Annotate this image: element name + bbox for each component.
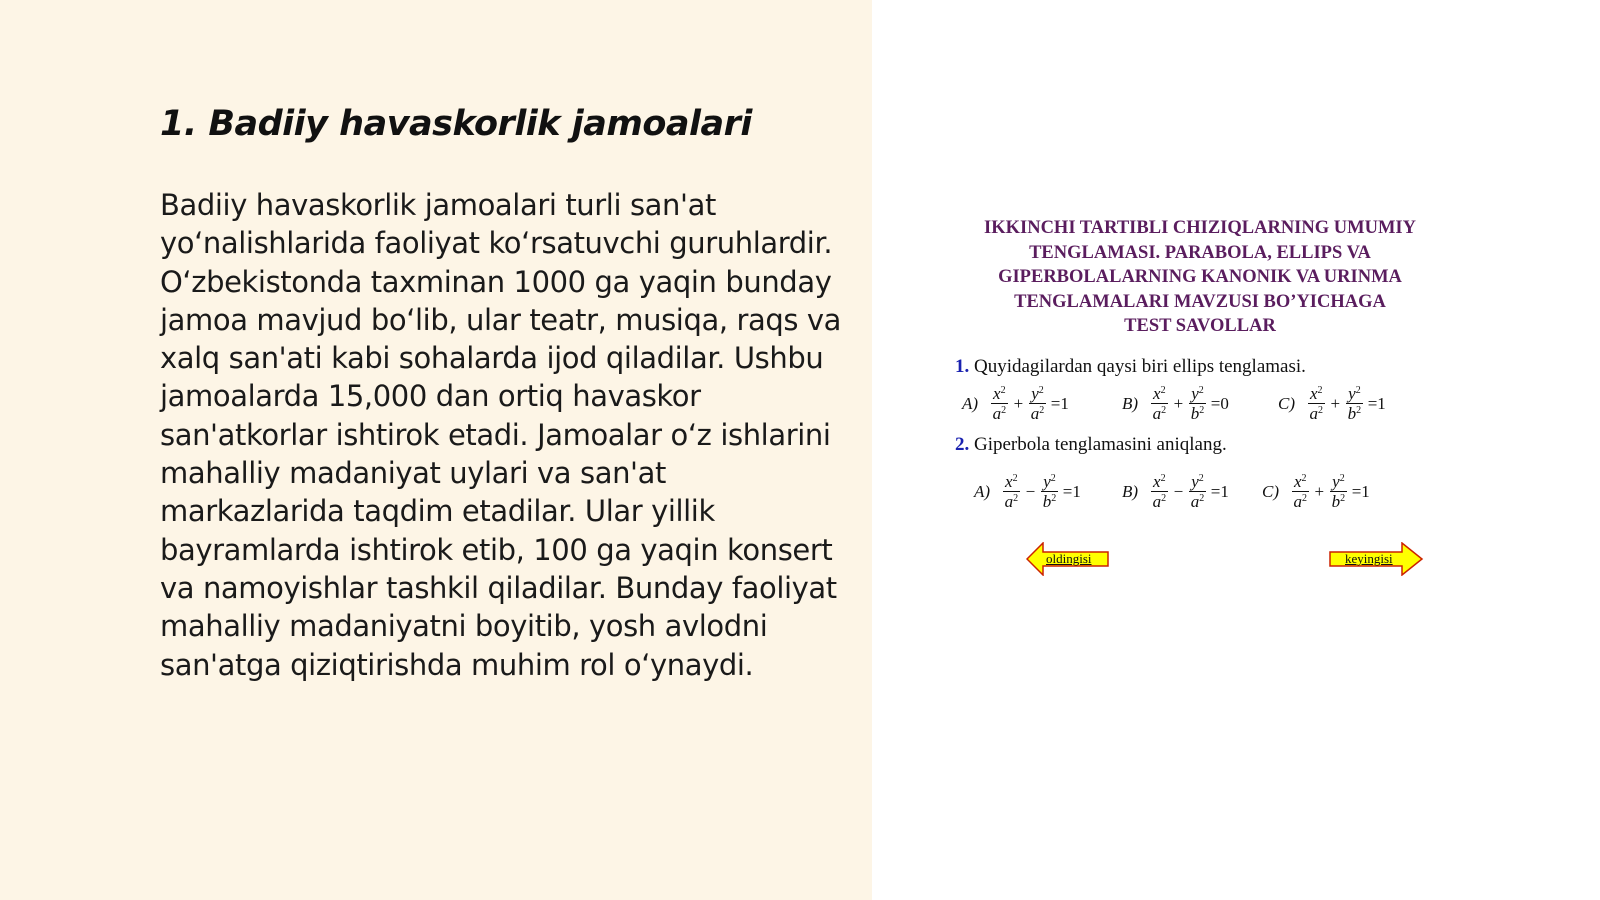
- exponent: 2: [1051, 493, 1057, 504]
- fraction-denominator: $a^2$: [1293, 492, 1308, 511]
- quiz-image: [940, 212, 1460, 592]
- next-label: keyingisi: [1345, 551, 1393, 566]
- question-text: Quyidagilardan qaysi biri ellips tenglamasi.: [974, 356, 1306, 377]
- question-number: 2.: [955, 434, 970, 455]
- exponent: 2: [1160, 385, 1166, 396]
- fraction-denominator: $a^2$: [992, 404, 1007, 423]
- exponent: 2: [1161, 493, 1167, 504]
- operator: −: [1173, 481, 1184, 501]
- fraction: [1041, 472, 1058, 511]
- fraction: [1330, 472, 1347, 511]
- equation-rhs: =1: [1367, 393, 1386, 413]
- fraction: [1189, 472, 1206, 511]
- fraction: [1151, 472, 1168, 511]
- slide-title: 1. Badiiy havaskorlik jamoalari: [160, 104, 752, 144]
- exponent: 2: [1198, 385, 1204, 396]
- prev-label: oldingisi: [1046, 551, 1092, 566]
- exponent: 2: [1050, 473, 1056, 484]
- fraction-numerator: $x^2$: [1294, 472, 1307, 491]
- fraction-denominator: $a^2$: [1004, 492, 1019, 511]
- exponent: 2: [1355, 385, 1361, 396]
- question-2: [955, 434, 1227, 456]
- exponent: 2: [1161, 405, 1167, 416]
- fraction-numerator: $y^2$: [1191, 384, 1204, 403]
- question-number: 1.: [955, 356, 970, 377]
- exponent: 2: [1356, 405, 1362, 416]
- fraction-denominator: $a^2$: [1152, 492, 1167, 511]
- option-1c[interactable]: [1278, 384, 1386, 423]
- option-label: A): [962, 393, 979, 413]
- fraction: [991, 384, 1008, 423]
- option-2b[interactable]: [1122, 472, 1229, 511]
- exponent: 2: [1199, 493, 1205, 504]
- exponent: 2: [1038, 385, 1044, 396]
- fraction-denominator: $b^2$: [1331, 492, 1346, 511]
- exponent: 2: [1198, 473, 1204, 484]
- fraction-numerator: $x^2$: [1005, 472, 1018, 491]
- equation-rhs: =1: [1351, 481, 1370, 501]
- exponent: 2: [1301, 473, 1307, 484]
- question-text: Giperbola tenglamasini aniqlang.: [974, 434, 1227, 455]
- exponent: 2: [1012, 473, 1018, 484]
- option-label: C): [1278, 393, 1295, 413]
- fraction: [1003, 472, 1020, 511]
- operator: +: [1013, 393, 1024, 413]
- exponent: 2: [1302, 493, 1308, 504]
- exponent: 2: [1318, 405, 1324, 416]
- quiz-heading-line: TENGLAMALARI MAVZUSI BO’YICHAGA: [1014, 291, 1386, 312]
- fraction-denominator: $b^2$: [1347, 404, 1362, 423]
- option-label: A): [974, 481, 991, 501]
- fraction-denominator: $b^2$: [1190, 404, 1205, 423]
- fraction: [1292, 472, 1309, 511]
- operator: +: [1330, 393, 1341, 413]
- next-button[interactable]: [1328, 542, 1424, 576]
- exponent: 2: [1340, 493, 1346, 504]
- option-1b[interactable]: [1122, 384, 1229, 423]
- slide-body-text: Badiiy havaskorlik jamoalari turli san'at yo‘nalishlarida faoliyat ko‘rsatuvchi guruhlardir. O‘zbekistonda taxminan 1000 ga yaqin bunday jamoa mavjud bo‘lib, ular teatr, musiqa, raqs va xalq san'ati kabi sohalarda ijod qiladilar. Ushbu jamoalarda 15,000 dan ortiq havaskor san'atkorlar ishtirok etadi. Jamoalar o‘z ishlarini mahalliy madaniyat uylari va san'at markazlarida taqdim etadilar. Ular yillik bayramlarda ishtirok etib, 100 ga yaqin konsert va namoyishlar tashkil qiladilar. Bunday faoliyat mahalliy madaniyatni boyitib, yosh avlodni san'atga qiziqtirishda muhim rol o‘ynaydi.: [160, 188, 842, 682]
- exponent: 2: [1199, 405, 1205, 416]
- option-label: C): [1262, 481, 1279, 501]
- fraction: [1346, 384, 1363, 423]
- fraction-denominator: $b^2$: [1042, 492, 1057, 511]
- fraction: [1151, 384, 1168, 423]
- option-2a[interactable]: [974, 472, 1081, 511]
- fraction-numerator: $y^2$: [1031, 384, 1044, 403]
- fraction-numerator: $y^2$: [1043, 472, 1056, 491]
- fraction-numerator: $y^2$: [1348, 384, 1361, 403]
- option-2c[interactable]: [1262, 472, 1370, 511]
- exponent: 2: [1000, 385, 1006, 396]
- equation-rhs: =1: [1050, 393, 1069, 413]
- operator: +: [1173, 393, 1184, 413]
- quiz-heading-line: TENGLAMASI. PARABOLA, ELLIPS VA: [1029, 242, 1371, 263]
- quiz-heading: [940, 216, 1460, 339]
- fraction: [1029, 384, 1046, 423]
- fraction-denominator: $a^2$: [1309, 404, 1324, 423]
- exponent: 2: [1039, 405, 1045, 416]
- quiz-heading-line: GIPERBOLALARNING KANONIK VA URINMA: [998, 267, 1402, 287]
- quiz-heading-line: TEST SAVOLLAR: [1124, 316, 1276, 336]
- exponent: 2: [1339, 473, 1345, 484]
- exponent: 2: [1001, 405, 1007, 416]
- fraction-numerator: $x^2$: [993, 384, 1006, 403]
- exponent: 2: [1013, 493, 1019, 504]
- option-label: B): [1122, 393, 1139, 413]
- fraction-numerator: $y^2$: [1332, 472, 1345, 491]
- option-1a[interactable]: [962, 384, 1069, 423]
- exponent: 2: [1160, 473, 1166, 484]
- fraction-numerator: $y^2$: [1191, 472, 1204, 491]
- question-1: [955, 356, 1306, 378]
- fraction: [1308, 384, 1325, 423]
- fraction-denominator: $a^2$: [1190, 492, 1205, 511]
- fraction: [1189, 384, 1206, 423]
- exponent: 2: [1317, 385, 1323, 396]
- equation-rhs: =0: [1210, 393, 1229, 413]
- operator: −: [1025, 481, 1036, 501]
- quiz-heading-line: IKKINCHI TARTIBLI CHIZIQLARNING UMUMIY: [984, 218, 1416, 238]
- option-label: B): [1122, 481, 1139, 501]
- equation-rhs: =1: [1062, 481, 1081, 501]
- fraction-denominator: $a^2$: [1152, 404, 1167, 423]
- prev-button[interactable]: [1026, 542, 1110, 576]
- operator: +: [1314, 481, 1325, 501]
- equation-rhs: =1: [1210, 481, 1229, 501]
- fraction-numerator: $x^2$: [1310, 384, 1323, 403]
- fraction-numerator: $x^2$: [1153, 384, 1166, 403]
- fraction-numerator: $x^2$: [1153, 472, 1166, 491]
- fraction-denominator: $a^2$: [1030, 404, 1045, 423]
